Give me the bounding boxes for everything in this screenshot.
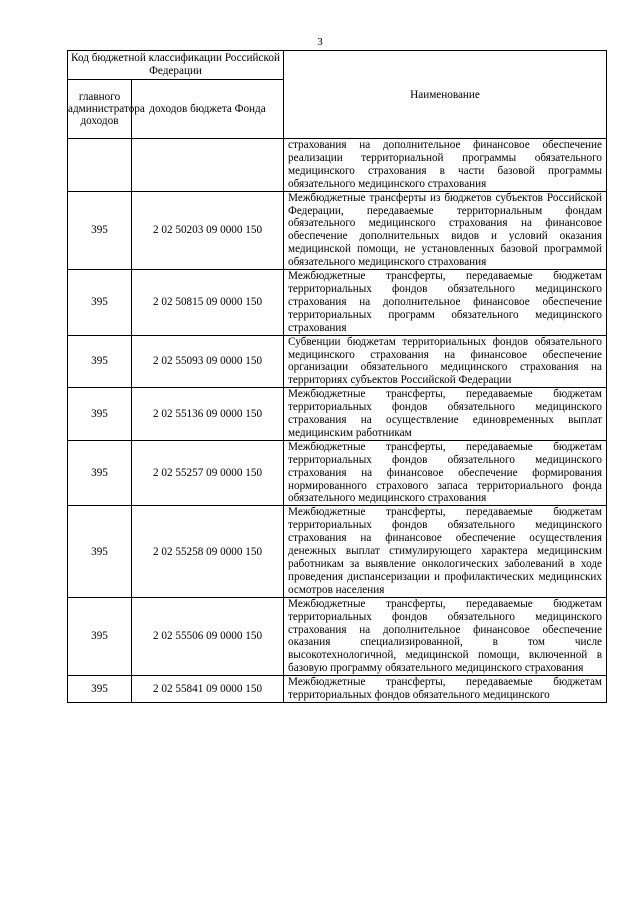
page-number: 3 — [317, 36, 323, 48]
table-row — [68, 191, 607, 269]
name-cell: Межбюджетные трансферты, передаваемые бюджетам территориальных фондов обязательного медицинского страхования на финансовое обеспечение осуществления денежных выплат стимулирующего характера медицинским работникам за выявление онкологических заболеваний в ходе проведения диспансеризации и профилактических медицинских осмотров населения — [284, 506, 607, 597]
header-income-column: доходов бюджета Фонда — [132, 80, 284, 139]
income-code-cell: 2 02 50815 09 0000 150 — [132, 270, 284, 336]
income-code-cell: 2 02 55258 09 0000 150 — [132, 506, 284, 597]
admin-code-cell — [68, 139, 132, 192]
income-code-cell: 2 02 55093 09 0000 150 — [132, 335, 284, 388]
admin-code-cell: 395 — [68, 506, 132, 597]
name-cell: Субвенции бюджетам территориальных фондов обязательного медицинского страхования на финансовое обеспечение организации обязательного медицинского страхования на территориях субъектов Российской Федерации — [284, 335, 607, 388]
income-code-cell: 2 02 55841 09 0000 150 — [132, 676, 284, 703]
admin-code-cell: 395 — [68, 270, 132, 336]
table-row — [68, 139, 607, 192]
header-name-column: Наименование — [284, 51, 607, 139]
table-row — [68, 335, 607, 388]
income-code-cell: 2 02 55506 09 0000 150 — [132, 597, 284, 675]
admin-code-cell: 395 — [68, 676, 132, 703]
name-cell: страхования на дополнительное финансовое обеспечение реализации территориальной программы обязательного медицинского страхования в части базовой программы обязательного медицинского страхования — [284, 139, 607, 192]
table-row — [68, 388, 607, 441]
admin-code-cell: 395 — [68, 597, 132, 675]
admin-code-cell: 395 — [68, 191, 132, 269]
name-cell: Межбюджетные трансферты, передаваемые бюджетам территориальных фондов обязательного медицинского страхования на финансовое обеспечение формирования нормированного страхового запаса территориального фонда обязательного медицинского страхования — [284, 440, 607, 506]
income-code-cell: 2 02 55257 09 0000 150 — [132, 440, 284, 506]
income-code-cell: 2 02 55136 09 0000 150 — [132, 388, 284, 441]
header-group-title: Код бюджетной классификации Российской Федерации — [68, 51, 284, 80]
name-cell: Межбюджетные трансферты, передаваемые бюджетам территориальных фондов обязательного медицинского — [284, 676, 607, 703]
table-row — [68, 676, 607, 703]
header-admin-column: главного администратора доходов — [68, 80, 132, 139]
income-code-cell: 2 02 50203 09 0000 150 — [132, 191, 284, 269]
table-row — [68, 440, 607, 506]
admin-code-cell: 395 — [68, 335, 132, 388]
table-row — [68, 270, 607, 336]
income-code-cell — [132, 139, 284, 192]
budget-classification-table — [67, 50, 607, 703]
name-cell: Межбюджетные трансферты из бюджетов субъектов Российской Федерации, передаваемые территориальным фондам обязательного медицинского страхования на финансовое обеспечение дополнительных видов и условий оказания медицинской помощи, не установленных базовой программой обязательного медицинского страхования — [284, 191, 607, 269]
admin-code-cell: 395 — [68, 388, 132, 441]
name-cell: Межбюджетные трансферты, передаваемые бюджетам территориальных фондов обязательного медицинского страхования на дополнительное финансовое обеспечение территориальных программ обязательного медицинского страхования — [284, 270, 607, 336]
table-row — [68, 597, 607, 675]
name-cell: Межбюджетные трансферты, передаваемые бюджетам территориальных фондов обязательного медицинского страхования на дополнительное финансовое обеспечение оказания специализированной, в том числе высокотехнологичной, медицинской помощи, включенной в базовую программу обязательного медицинского страхования — [284, 597, 607, 675]
name-cell: Межбюджетные трансферты, передаваемые бюджетам территориальных фондов обязательного медицинского страхования на осуществление единовременных выплат медицинским работникам — [284, 388, 607, 441]
table-row — [68, 506, 607, 597]
admin-code-cell: 395 — [68, 440, 132, 506]
